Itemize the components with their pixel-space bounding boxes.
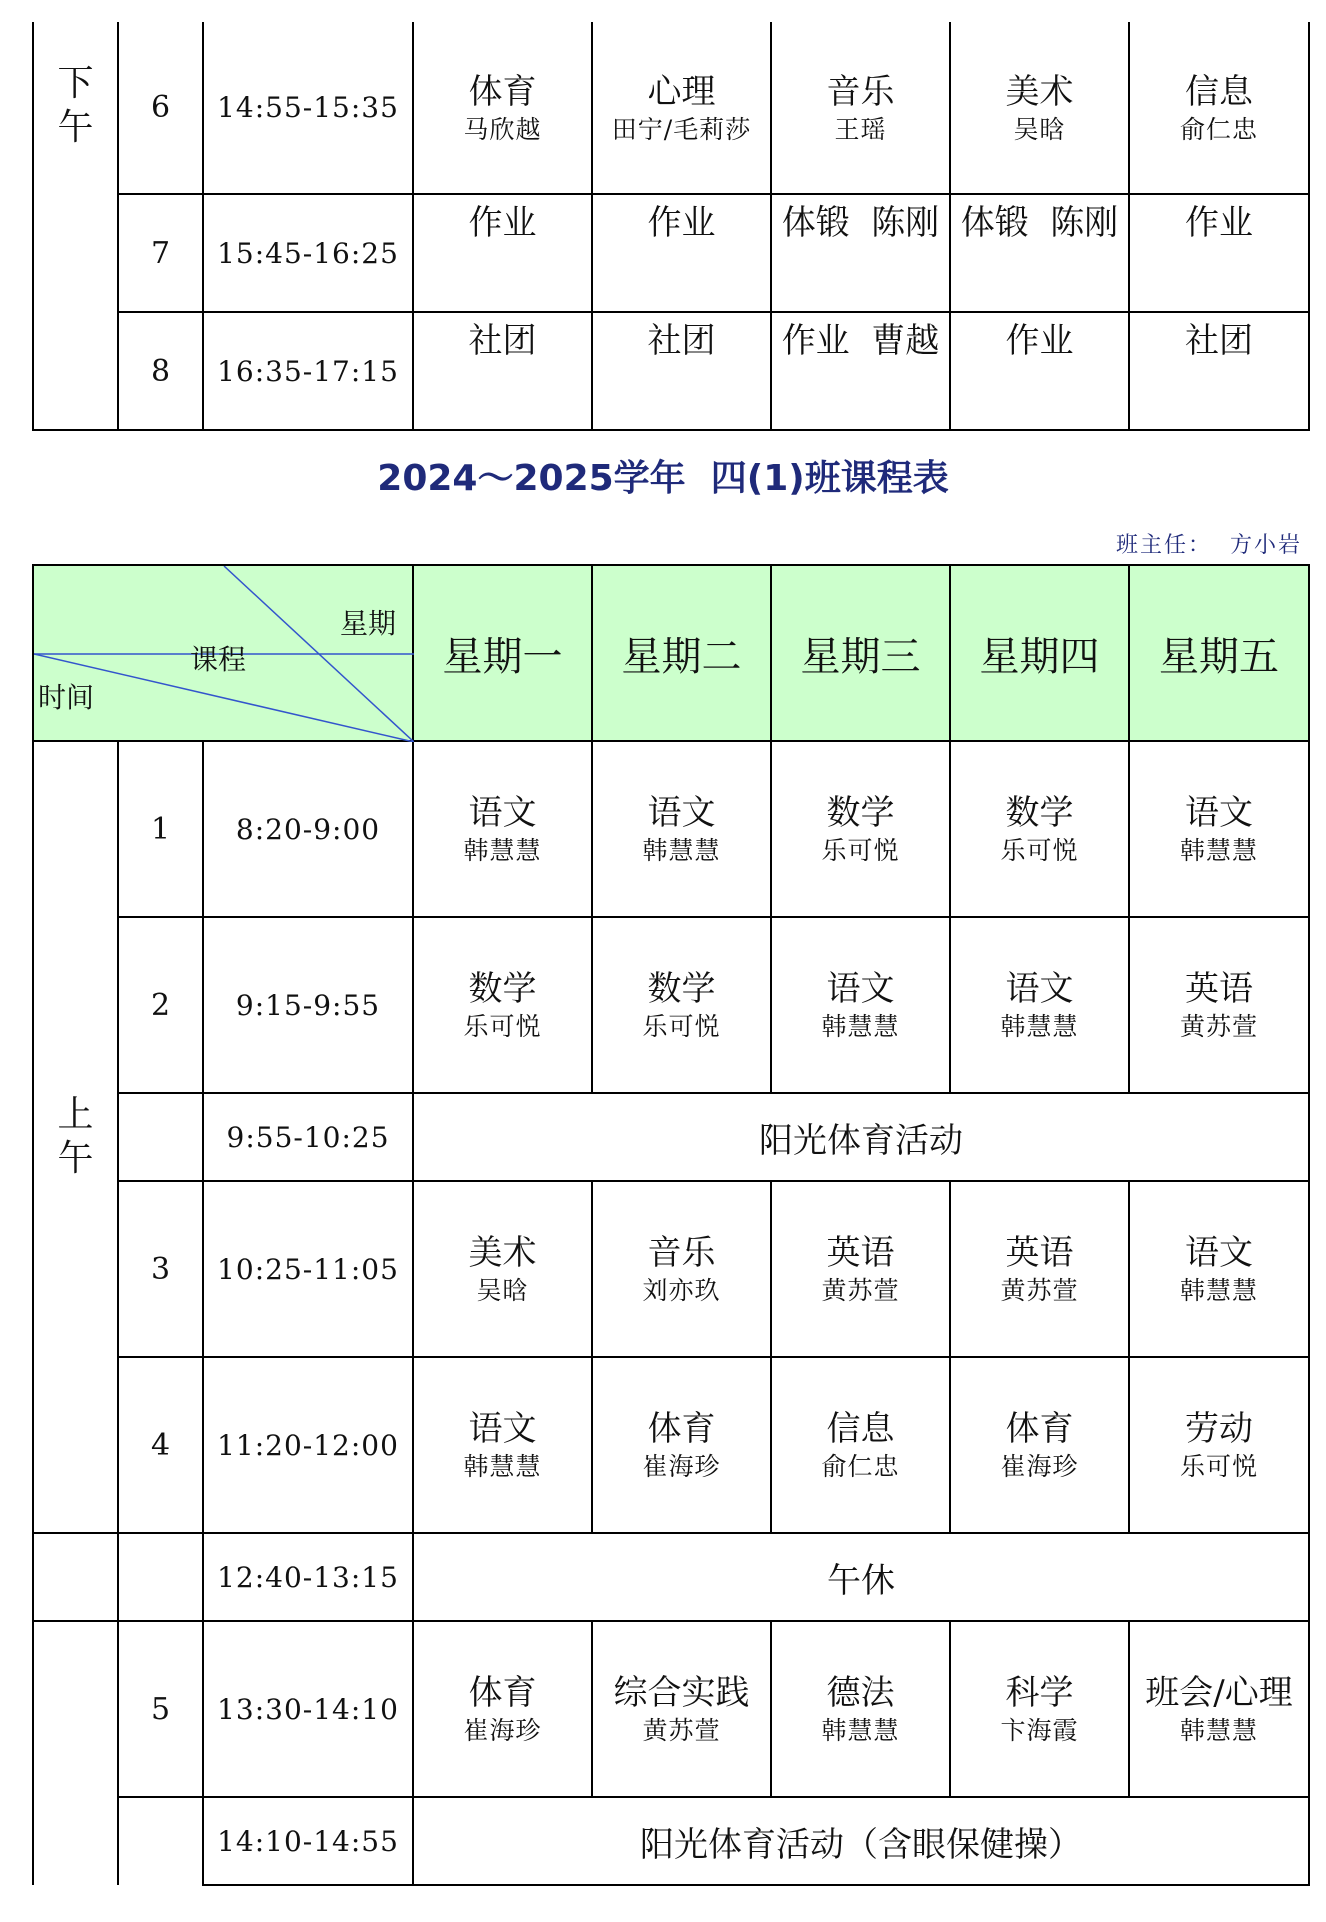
course-cell: 作业 — [592, 194, 771, 312]
period-time: 15:45-16:25 — [203, 194, 413, 312]
lunch-label: 午休 — [413, 1533, 1309, 1621]
empty-number-cell — [118, 1533, 203, 1621]
course-cell: 作业 — [950, 312, 1129, 430]
period-time: 16:35-17:15 — [203, 312, 413, 430]
course-cell: 班会/心理 韩慧慧 — [1129, 1621, 1309, 1797]
period-time: 8:20-9:00 — [203, 741, 413, 917]
morning-half-label: 上 午 — [33, 741, 118, 1533]
course-cell: 作业 曹越 — [771, 312, 950, 430]
course-cell: 语文 韩慧慧 — [771, 917, 950, 1093]
course-cell: 综合实践 黄苏萱 — [592, 1621, 771, 1797]
course-cell: 语文 韩慧慧 — [950, 917, 1129, 1093]
course-cell: 美术 吴晗 — [413, 1181, 592, 1357]
lunch-time: 12:40-13:15 — [203, 1533, 413, 1621]
day-header: 星期四 — [950, 565, 1129, 741]
afternoon-half-label: 下 午 — [33, 22, 118, 430]
period-number: 7 — [118, 194, 203, 312]
period-number: 8 — [118, 312, 203, 430]
period-time: 13:30-14:10 — [203, 1621, 413, 1797]
course-cell: 社团 — [413, 312, 592, 430]
day-header: 星期五 — [1129, 565, 1309, 741]
course-cell: 音乐 刘亦玖 — [592, 1181, 771, 1357]
afternoon-half-cell — [33, 1621, 118, 1885]
course-cell: 体锻 陈刚 — [771, 194, 950, 312]
course-cell: 英语 黄苏萱 — [950, 1181, 1129, 1357]
course-cell: 语文 韩慧慧 — [1129, 741, 1309, 917]
course-cell: 劳动 乐可悦 — [1129, 1357, 1309, 1533]
course-cell: 语文 韩慧慧 — [413, 741, 592, 917]
top-fragment-table — [32, 22, 1310, 431]
course-cell: 英语 黄苏萱 — [771, 1181, 950, 1357]
page-title: 2024～2025学年 四(1)班课程表 — [377, 458, 949, 499]
break-activity: 阳光体育活动（含眼保健操） — [413, 1797, 1309, 1885]
empty-number-cell — [118, 1797, 203, 1885]
period-time: 10:25-11:05 — [203, 1181, 413, 1357]
period-time: 9:15-9:55 — [203, 917, 413, 1093]
course-cell: 数学 乐可悦 — [950, 741, 1129, 917]
period-number: 4 — [118, 1357, 203, 1533]
period-number: 6 — [118, 22, 203, 194]
corner-day-label: 星期 — [340, 607, 397, 640]
course-cell: 语文 韩慧慧 — [1129, 1181, 1309, 1357]
course-cell: 体育 崔海珍 — [413, 1621, 592, 1797]
course-cell: 体锻 陈刚 — [950, 194, 1129, 312]
corner-header-cell — [33, 565, 413, 741]
day-header: 星期二 — [592, 565, 771, 741]
break-time: 9:55-10:25 — [203, 1093, 413, 1181]
timetable — [32, 564, 1310, 1886]
course-cell: 数学 乐可悦 — [771, 741, 950, 917]
period-number: 2 — [118, 917, 203, 1093]
course-cell: 数学 乐可悦 — [413, 917, 592, 1093]
course-cell: 作业 — [413, 194, 592, 312]
course-cell: 心理 田宁/毛莉莎 — [592, 22, 771, 194]
course-cell: 语文 韩慧慧 — [592, 741, 771, 917]
course-cell: 美术 吴晗 — [950, 22, 1129, 194]
course-cell: 体育 马欣越 — [413, 22, 592, 194]
course-cell: 音乐 王瑶 — [771, 22, 950, 194]
period-time: 14:55-15:35 — [203, 22, 413, 194]
period-time: 11:20-12:00 — [203, 1357, 413, 1533]
course-cell: 体育 崔海珍 — [950, 1357, 1129, 1533]
break-activity: 阳光体育活动 — [413, 1093, 1309, 1181]
day-header: 星期三 — [771, 565, 950, 741]
course-cell: 英语 黄苏萱 — [1129, 917, 1309, 1093]
course-cell: 作业 — [1129, 194, 1309, 312]
course-cell: 信息 俞仁忠 — [771, 1357, 950, 1533]
head-teacher-label: 班主任： 方小岩 — [1116, 533, 1302, 558]
course-cell: 数学 乐可悦 — [592, 917, 771, 1093]
course-cell: 信息 俞仁忠 — [1129, 22, 1309, 194]
period-number: 5 — [118, 1621, 203, 1797]
day-header: 星期一 — [413, 565, 592, 741]
course-cell: 社团 — [592, 312, 771, 430]
period-number: 1 — [118, 741, 203, 917]
break-time: 14:10-14:55 — [203, 1797, 413, 1885]
course-cell: 语文 韩慧慧 — [413, 1357, 592, 1533]
course-cell: 体育 崔海珍 — [592, 1357, 771, 1533]
corner-time-label: 时间 — [38, 681, 95, 714]
corner-course-label: 课程 — [190, 643, 247, 676]
empty-number-cell — [118, 1093, 203, 1181]
course-cell: 科学 卞海霞 — [950, 1621, 1129, 1797]
course-cell: 社团 — [1129, 312, 1309, 430]
course-cell: 德法 韩慧慧 — [771, 1621, 950, 1797]
period-number: 3 — [118, 1181, 203, 1357]
empty-half-cell — [33, 1533, 118, 1621]
